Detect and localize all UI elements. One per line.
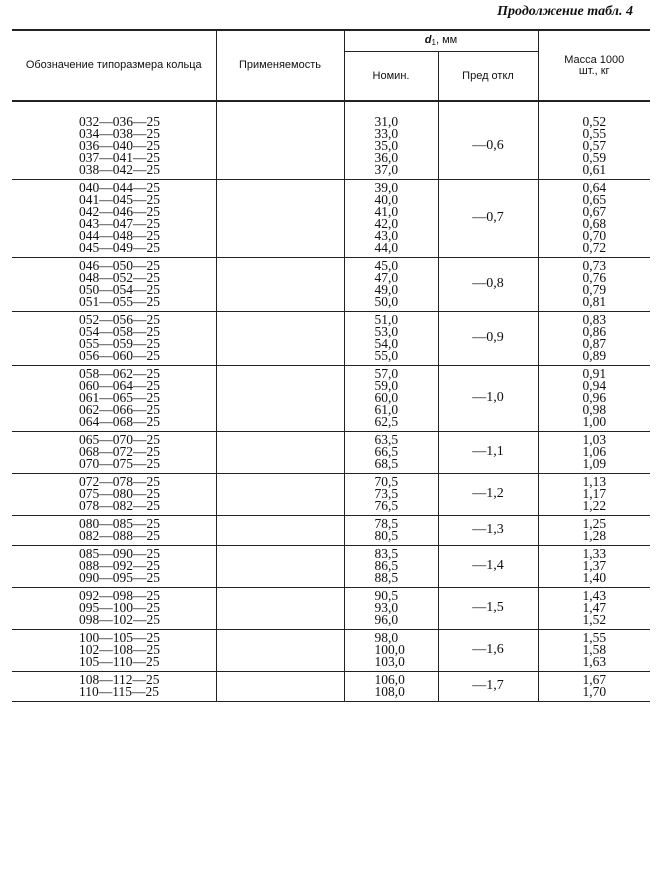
nominal-value: 44,0	[374, 240, 399, 255]
nominal-cell	[344, 630, 438, 672]
designation-value: 054—058—25	[79, 324, 160, 339]
mass-value: 0,67	[582, 204, 607, 219]
table-row	[12, 516, 650, 546]
designation-value: 080—085—25	[79, 516, 160, 531]
nominal-cell	[344, 114, 438, 180]
nominal-value: 78,5	[374, 516, 399, 531]
designation-value: 068—072—25	[79, 444, 160, 459]
mass-value: 1,55	[582, 630, 607, 645]
mass-value: 1,22	[582, 498, 607, 513]
mass-value: 1,47	[582, 600, 607, 615]
mass-cell	[538, 546, 650, 588]
nominal-cell	[344, 312, 438, 366]
spacer-row	[12, 101, 650, 114]
designation-cell	[12, 366, 216, 432]
nominal-cell	[344, 432, 438, 474]
nominal-value: 88,5	[374, 570, 399, 585]
applicability-cell	[216, 180, 344, 258]
designation-value: 040—044—25	[79, 180, 160, 195]
designation-value: 088—092—25	[79, 558, 160, 573]
mass-cell	[538, 432, 650, 474]
nominal-value: 39,0	[374, 180, 399, 195]
header-d1	[344, 30, 538, 52]
designation-value: 105—110—25	[79, 654, 160, 669]
nominal-value: 106,0	[374, 672, 405, 687]
nominal-cell	[344, 258, 438, 312]
nominal-value: 96,0	[374, 612, 399, 627]
d1-symbol: d	[424, 33, 432, 46]
designation-cell	[12, 312, 216, 366]
mass-value: 1,03	[582, 432, 607, 447]
nominal-value: 86,5	[374, 558, 399, 573]
mass-cell	[538, 474, 650, 516]
deviation-cell: —0,9	[438, 312, 538, 366]
nominal-value: 60,0	[374, 390, 399, 405]
mass-cell	[538, 312, 650, 366]
designation-value: 046—050—25	[79, 258, 160, 273]
mass-value: 0,96	[582, 390, 607, 405]
table-row	[12, 258, 650, 312]
mass-value: 1,13	[582, 474, 607, 489]
table-row	[12, 588, 650, 630]
designation-cell	[12, 114, 216, 180]
mass-value: 0,86	[582, 324, 607, 339]
table-row	[12, 546, 650, 588]
mass-cell	[538, 366, 650, 432]
nominal-cell	[344, 366, 438, 432]
nominal-cell	[344, 516, 438, 546]
nominal-value: 51,0	[374, 312, 399, 327]
nominal-value: 103,0	[374, 654, 405, 669]
nominal-value: 45,0	[374, 258, 399, 273]
mass-cell	[538, 630, 650, 672]
nominal-value: 49,0	[374, 282, 399, 297]
deviation-cell: —1,5	[438, 588, 538, 630]
mass-value: 1,17	[582, 486, 607, 501]
table-row	[12, 432, 650, 474]
designation-cell	[12, 672, 216, 702]
header-applicability: Применяемость	[216, 30, 344, 101]
mass-value: 0,68	[582, 216, 607, 231]
mass-value: 0,57	[582, 138, 607, 153]
nominal-value: 83,5	[374, 546, 399, 561]
mass-value: 0,83	[582, 312, 607, 327]
deviation-cell: —1,1	[438, 432, 538, 474]
mass-value: 1,58	[582, 642, 607, 657]
mass-value: 0,79	[582, 282, 607, 297]
table-body	[12, 101, 650, 702]
nominal-value: 73,5	[374, 486, 399, 501]
nominal-value: 35,0	[374, 138, 399, 153]
deviation-cell: —1,3	[438, 516, 538, 546]
designation-value: 048—052—25	[79, 270, 160, 285]
designation-value: 062—066—25	[79, 402, 160, 417]
mass-value: 0,55	[582, 126, 607, 141]
nominal-value: 33,0	[374, 126, 399, 141]
nominal-value: 36,0	[374, 150, 399, 165]
mass-value: 0,64	[582, 180, 607, 195]
mass-value: 0,98	[582, 402, 607, 417]
header-nominal: Номин.	[344, 52, 438, 102]
nominal-cell	[344, 546, 438, 588]
mass-value: 0,76	[582, 270, 607, 285]
applicability-cell	[216, 588, 344, 630]
nominal-value: 76,5	[374, 498, 399, 513]
designation-value: 110—115—25	[79, 684, 159, 699]
mass-value: 1,09	[582, 456, 607, 471]
designation-value: 100—105—25	[79, 630, 160, 645]
nominal-cell	[344, 180, 438, 258]
nominal-value: 61,0	[374, 402, 399, 417]
designation-cell	[12, 546, 216, 588]
mass-value: 1,67	[582, 672, 607, 687]
mass-cell	[538, 114, 650, 180]
applicability-cell	[216, 432, 344, 474]
deviation-cell: —1,2	[438, 474, 538, 516]
d1-subscript: 1	[431, 37, 436, 47]
designation-value: 055—059—25	[79, 336, 160, 351]
deviation-cell: —0,6	[438, 114, 538, 180]
applicability-cell	[216, 516, 344, 546]
designation-value: 098—102—25	[79, 612, 160, 627]
deviation-cell: —0,7	[438, 180, 538, 258]
designation-value: 095—100—25	[79, 600, 160, 615]
designation-value: 036—040—25	[79, 138, 160, 153]
designation-value: 064—068—25	[79, 414, 160, 429]
deviation-cell: —1,7	[438, 672, 538, 702]
nominal-value: 40,0	[374, 192, 399, 207]
mass-value: 1,28	[582, 528, 607, 543]
designation-cell	[12, 630, 216, 672]
table-row	[12, 474, 650, 516]
designation-cell	[12, 432, 216, 474]
mass-value: 0,72	[582, 240, 607, 255]
designation-value: 085—090—25	[79, 546, 160, 561]
mass-cell	[538, 588, 650, 630]
deviation-cell: —0,8	[438, 258, 538, 312]
nominal-cell	[344, 672, 438, 702]
mass-value: 0,70	[582, 228, 607, 243]
applicability-cell	[216, 258, 344, 312]
designation-value: 050—054—25	[79, 282, 160, 297]
header-mass: Масса 1000 шт., кг	[538, 30, 650, 101]
mass-cell	[538, 672, 650, 702]
mass-value: 0,81	[582, 294, 607, 309]
table-header	[12, 30, 650, 101]
nominal-value: 57,0	[374, 366, 399, 381]
nominal-value: 108,0	[374, 684, 405, 699]
designation-value: 078—082—25	[79, 498, 160, 513]
mass-value: 0,65	[582, 192, 607, 207]
nominal-value: 50,0	[374, 294, 399, 309]
designation-value: 044—048—25	[79, 228, 160, 243]
table-caption: Продолжение табл. 4	[497, 4, 633, 19]
nominal-value: 62,5	[374, 414, 399, 429]
designation-value: 051—055—25	[79, 294, 160, 309]
nominal-value: 80,5	[374, 528, 399, 543]
deviation-cell: —1,6	[438, 630, 538, 672]
header-designation: Обозначение типоразмера кольца	[12, 30, 216, 101]
nominal-value: 41,0	[374, 204, 399, 219]
nominal-value: 66,5	[374, 444, 399, 459]
mass-value: 0,89	[582, 348, 607, 363]
mass-value: 0,94	[582, 378, 607, 393]
nominal-value: 47,0	[374, 270, 399, 285]
designation-value: 041—045—25	[79, 192, 160, 207]
designation-value: 038—042—25	[79, 162, 160, 177]
designation-value: 102—108—25	[79, 642, 160, 657]
designation-value: 070—075—25	[79, 456, 160, 471]
nominal-value: 42,0	[374, 216, 399, 231]
rings-table	[12, 29, 650, 702]
designation-value: 058—062—25	[79, 366, 160, 381]
designation-value: 092—098—25	[79, 588, 160, 603]
mass-value: 0,73	[582, 258, 607, 273]
table-row	[12, 366, 650, 432]
nominal-value: 55,0	[374, 348, 399, 363]
nominal-value: 63,5	[374, 432, 399, 447]
nominal-value: 54,0	[374, 336, 399, 351]
mass-value: 1,33	[582, 546, 607, 561]
designation-cell	[12, 516, 216, 546]
mass-value: 1,40	[582, 570, 607, 585]
designation-value: 108—112—25	[79, 672, 160, 687]
nominal-value: 31,0	[374, 114, 399, 129]
nominal-value: 53,0	[374, 324, 399, 339]
nominal-value: 59,0	[374, 378, 399, 393]
applicability-cell	[216, 114, 344, 180]
designation-value: 043—047—25	[79, 216, 160, 231]
table-row	[12, 114, 650, 180]
designation-value: 072—078—25	[79, 474, 160, 489]
designation-cell	[12, 180, 216, 258]
mass-value: 0,52	[582, 114, 607, 129]
designation-value: 090—095—25	[79, 570, 160, 585]
table-row	[12, 180, 650, 258]
applicability-cell	[216, 546, 344, 588]
applicability-cell	[216, 630, 344, 672]
nominal-cell	[344, 588, 438, 630]
mass-cell	[538, 180, 650, 258]
designation-value: 045—049—25	[79, 240, 160, 255]
designation-value: 037—041—25	[79, 150, 160, 165]
nominal-value: 98,0	[374, 630, 399, 645]
deviation-cell: —1,4	[438, 546, 538, 588]
nominal-value: 93,0	[374, 600, 399, 615]
designation-cell	[12, 258, 216, 312]
header-deviation: Пред откл	[438, 52, 538, 102]
applicability-cell	[216, 312, 344, 366]
mass-value: 0,87	[582, 336, 607, 351]
mass-value: 0,59	[582, 150, 607, 165]
mass-value: 1,06	[582, 444, 607, 459]
table-row	[12, 312, 650, 366]
designation-cell	[12, 588, 216, 630]
nominal-value: 70,5	[374, 474, 399, 489]
mass-value: 1,25	[582, 516, 607, 531]
d1-unit: , мм	[435, 33, 458, 46]
mass-value: 1,37	[582, 558, 607, 573]
mass-value: 0,91	[582, 366, 607, 381]
applicability-cell	[216, 474, 344, 516]
nominal-value: 90,5	[374, 588, 399, 603]
mass-value: 1,63	[582, 654, 607, 669]
designation-value: 032—036—25	[79, 114, 160, 129]
designation-value: 065—070—25	[79, 432, 160, 447]
designation-value: 082—088—25	[79, 528, 160, 543]
mass-cell	[538, 516, 650, 546]
nominal-value: 100,0	[374, 642, 405, 657]
mass-value: 1,00	[582, 414, 607, 429]
designation-value: 052—056—25	[79, 312, 160, 327]
designation-value: 060—064—25	[79, 378, 160, 393]
mass-value: 1,70	[582, 684, 607, 699]
table-row	[12, 630, 650, 672]
deviation-cell: —1,0	[438, 366, 538, 432]
designation-value: 075—080—25	[79, 486, 160, 501]
mass-value: 0,61	[582, 162, 607, 177]
designation-value: 056—060—25	[79, 348, 160, 363]
mass-value: 1,43	[582, 588, 607, 603]
designation-value: 061—065—25	[79, 390, 160, 405]
nominal-value: 68,5	[374, 456, 399, 471]
mass-cell	[538, 258, 650, 312]
applicability-cell	[216, 366, 344, 432]
nominal-cell	[344, 474, 438, 516]
mass-value: 1,52	[582, 612, 607, 627]
designation-value: 042—046—25	[79, 204, 160, 219]
table-row	[12, 672, 650, 702]
nominal-value: 37,0	[374, 162, 399, 177]
designation-cell	[12, 474, 216, 516]
nominal-value: 43,0	[374, 228, 399, 243]
applicability-cell	[216, 672, 344, 702]
designation-value: 034—038—25	[79, 126, 160, 141]
